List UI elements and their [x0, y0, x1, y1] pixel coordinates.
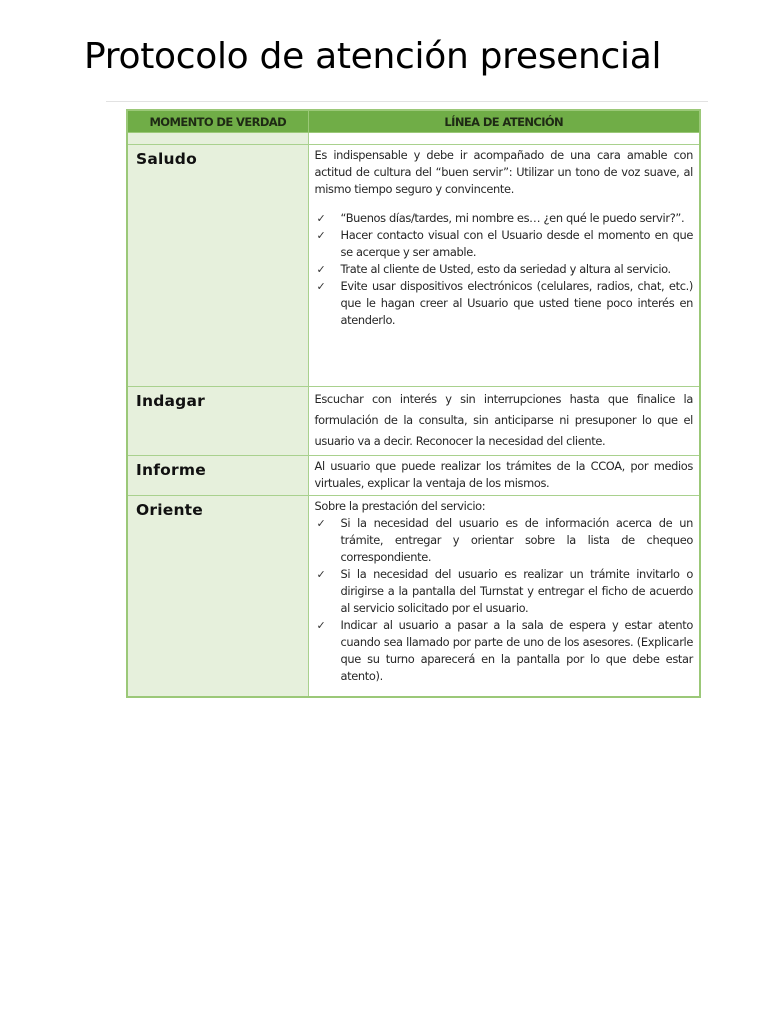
- moment-label-informe: Informe: [127, 456, 308, 496]
- spacer-cell-line: [308, 133, 700, 145]
- table-row-oriente: [127, 496, 700, 698]
- check-mark-icon: ✓: [316, 263, 326, 276]
- saludo-intro: Es indispensable y debe ir acompañado de una cara amable con actitud de cultura del “buen servir”: Utilizar un tono de voz suave, al mismo tiempo seguro y convincente.: [314, 148, 693, 196]
- line-cell-oriente: [308, 496, 700, 698]
- informe-text: Al usuario que puede realizar los trámites de la CCOA, por medios virtuales, explicar la ventaja de los mismos.: [314, 459, 693, 490]
- list-item: [315, 210, 694, 227]
- list-item-text: Si la necesidad del usuario es de información acerca de un trámite, entregar y orientar sobre la lista de chequeo correspondiente.: [340, 516, 693, 564]
- spacer-cell-moment: [127, 133, 308, 145]
- check-mark-icon: ✓: [316, 517, 326, 530]
- line-cell-indagar: [308, 387, 700, 456]
- table-row-saludo: [127, 145, 700, 387]
- check-mark-icon: ✓: [316, 229, 326, 242]
- list-item: [315, 515, 694, 566]
- list-item-text: Hacer contacto visual con el Usuario desde el momento en que se acerque y ser amable.: [340, 228, 693, 259]
- list-item-text: Trate al cliente de Usted, esto da seriedad y altura al servicio.: [340, 262, 671, 276]
- moment-label-oriente: Oriente: [127, 496, 308, 698]
- table-row-indagar: [127, 387, 700, 456]
- line-cell-informe: [308, 456, 700, 496]
- check-mark-icon: ✓: [316, 280, 326, 293]
- oriente-intro: Sobre la prestación del servicio:: [314, 499, 486, 513]
- list-item-text: “Buenos días/tardes, mi nombre es… ¿en qué le puedo servir?”.: [340, 211, 685, 225]
- page-title: Protocolo de atención presencial: [84, 36, 662, 77]
- check-mark-icon: ✓: [316, 212, 326, 225]
- moment-label-saludo: Saludo: [127, 145, 308, 387]
- table-header-row: [127, 110, 700, 133]
- indagar-text: Escuchar con interés y sin interrupciones hasta que finalice la formulación de la consulta, sin anticiparse ni presuponer lo que el usuario va a decir. Reconocer la necesidad del cliente.: [314, 392, 693, 448]
- moment-label-indagar: Indagar: [127, 387, 308, 456]
- list-item: [315, 227, 694, 261]
- line-cell-saludo: [308, 145, 700, 387]
- spacer: [315, 198, 694, 210]
- list-item-text: Si la necesidad del usuario es realizar un trámite invitarlo o dirigirse a la pantalla del Turnstat y entregar el ficho de acuerdo al servicio solicitado por el usuario.: [340, 567, 693, 615]
- list-item-text: Evite usar dispositivos electrónicos (celulares, radios, chat, etc.) que le hagan creer al Usuario que usted tiene poco interés en atenderlo.: [340, 279, 693, 327]
- check-mark-icon: ✓: [316, 619, 326, 632]
- oriente-checklist: [315, 515, 694, 685]
- spacer-row: [127, 133, 700, 145]
- check-mark-icon: ✓: [316, 568, 326, 581]
- table-row-informe: [127, 456, 700, 496]
- list-item: [315, 278, 694, 329]
- list-item: [315, 617, 694, 685]
- protocol-table: [126, 109, 701, 698]
- list-item-text: Indicar al usuario a pasar a la sala de espera y estar atento cuando sea llamado por parte de uno de los asesores. (Explicarle que su turno aparecerá en la pantalla por lo que debe estar atento).: [340, 618, 693, 683]
- list-item: [315, 261, 694, 278]
- divider: [106, 101, 708, 102]
- header-moment: MOMENTO DE VERDAD: [127, 110, 308, 133]
- header-line: LÍNEA DE ATENCIÓN: [308, 110, 700, 133]
- list-item: [315, 566, 694, 617]
- saludo-checklist: [315, 210, 694, 329]
